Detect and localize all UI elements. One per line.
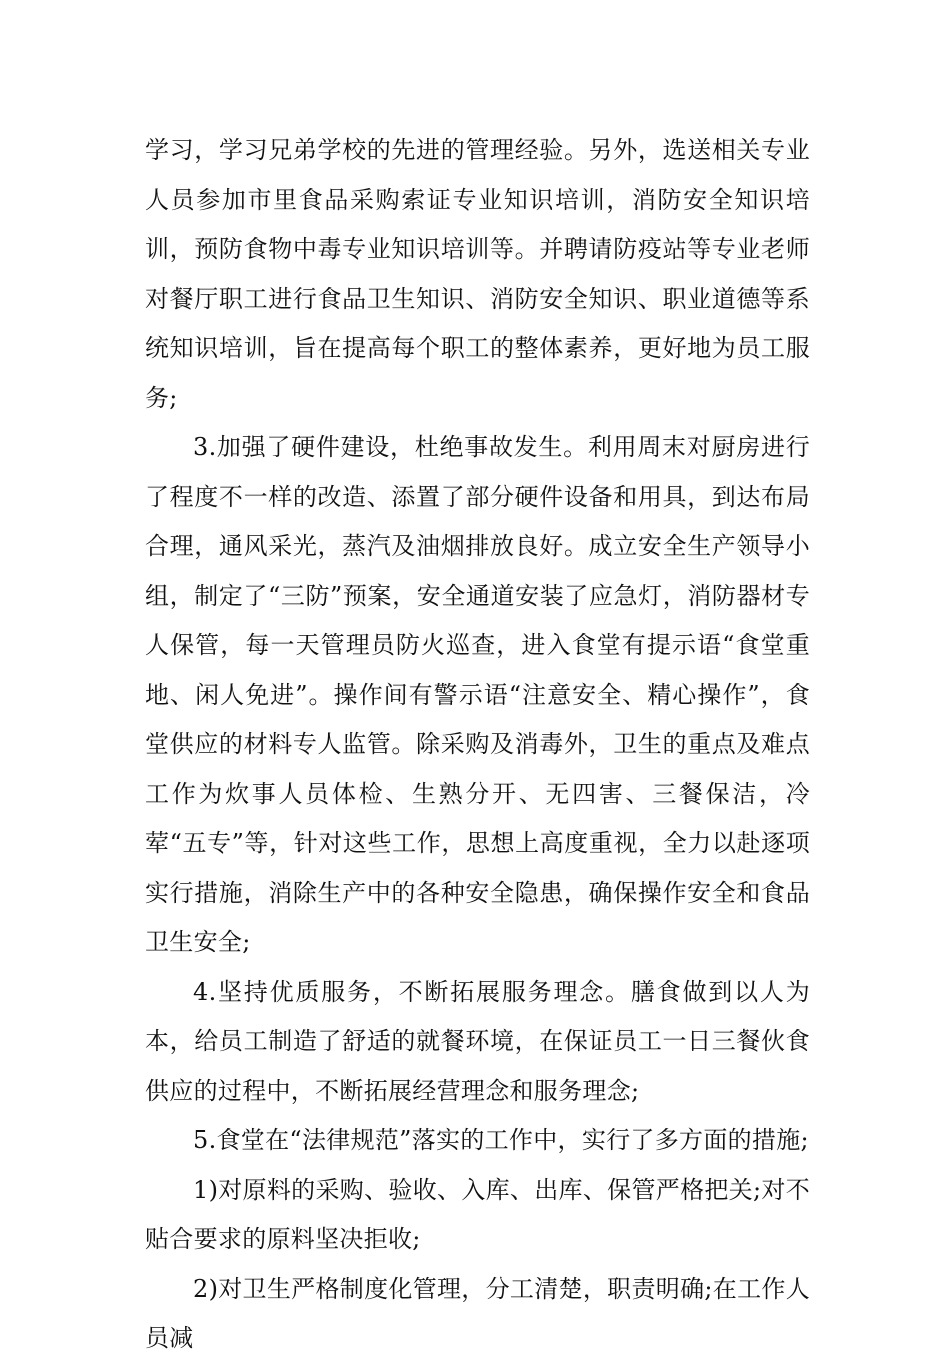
paragraph-item-5: 5.食堂在“法律规范”落实的工作中，实行了多方面的措施; xyxy=(193,1126,809,1154)
paragraph-subitem-1: 1)对原料的采购、验收、入库、出库、保管严格把关;对不贴合要求的原料坚决拒收; xyxy=(145,1175,810,1253)
document-body xyxy=(145,126,810,1364)
paragraph-continuation: 学习，学习兄弟学校的先进的管理经验。另外，选送相关专业人员参加市里食品采购索证专业知识培训，消防安全知识培训，预防食物中毒专业知识培训等。并聘请防疫站等专业老师对餐厅职工进行食品卫生知识、消防安全知识、职业道德等系统知识培训，旨在提高每个职工的整体素养，更好地为员工服务; xyxy=(145,136,810,412)
paragraph-item-4: 4.坚持优质服务，不断拓展服务理念。膳食做到以人为本，给员工制造了舒适的就餐环境，在保证员工一日三餐伙食供应的过程中，不断拓展经营理念和服务理念; xyxy=(145,977,810,1105)
paragraph-subitem-2: 2)对卫生严格制度化管理，分工清楚，职责明确;在工作人员减 xyxy=(145,1274,810,1352)
paragraph-item-3: 3.加强了硬件建设，杜绝事故发生。利用周末对厨房进行了程度不一样的改造、添置了部分硬件设备和用具，到达布局合理，通风采光，蒸汽及油烟排放良好。成立安全生产领导小组，制定了“三防”预案，安全通道安装了应急灯，消防器材专人保管，每一天管理员防火巡查，进入食堂有提示语“食堂重地、闲人免进”。操作间有警示语“注意安全、精心操作”，食堂供应的材料专人监管。除采购及消毒外，卫生的重点及难点工作为炊事人员体检、生熟分开、无四害、三餐保洁，冷荤“五专”等，针对这些工作，思想上高度重视，全力以赴逐项实行措施，消除生产中的各种安全隐患，确保操作安全和食品卫生安全; xyxy=(145,433,810,956)
